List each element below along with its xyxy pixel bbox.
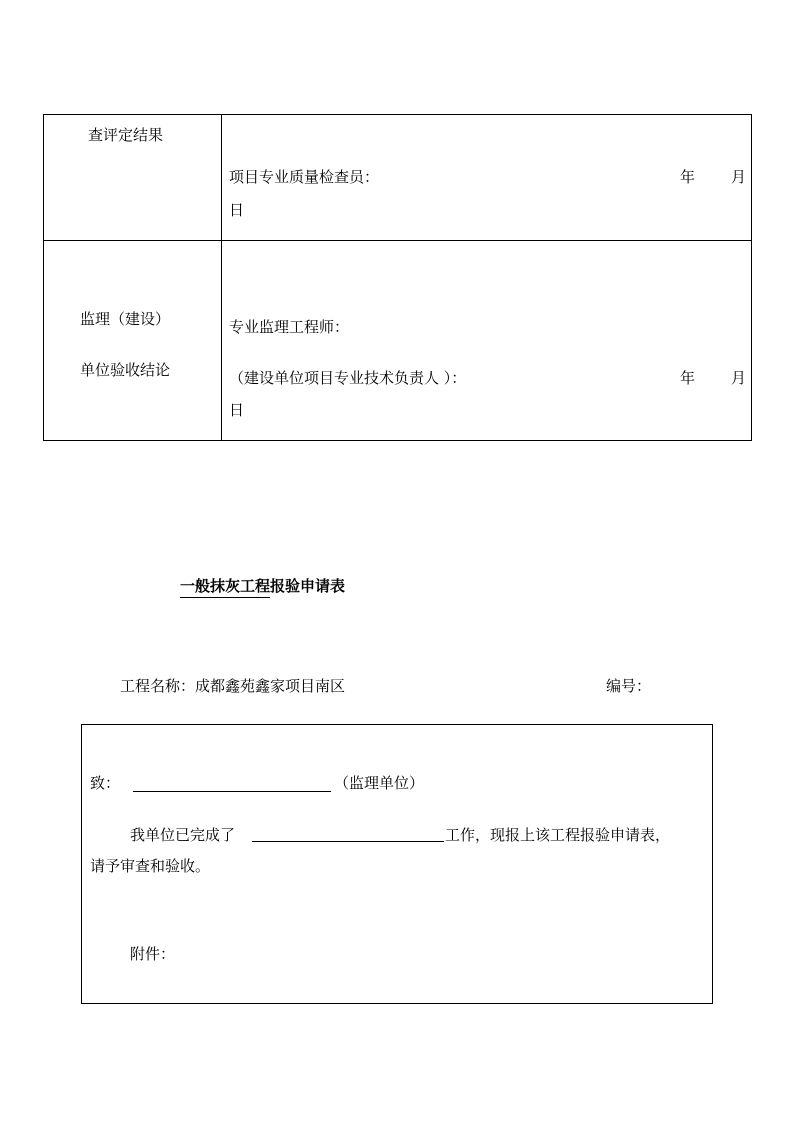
supervision-label-line1: 监理（建设） — [80, 310, 171, 328]
document-number-label: 编号： — [606, 677, 652, 695]
supervising-engineer-label: 专业监理工程师： — [229, 318, 350, 336]
completed-work-suffix: 工作，现报上该工程报验申请表， — [445, 826, 671, 844]
evaluation-result-label: 查评定结果 — [88, 126, 164, 144]
supervision-label-line2: 单位验收结论 — [80, 361, 171, 379]
row2-month-label: 月 — [731, 369, 747, 387]
review-request-text: 请予审查和验收。 — [90, 857, 211, 875]
attachment-label: 附件： — [130, 945, 176, 963]
form-title-rest: 报验申请表 — [270, 577, 346, 595]
evaluation-table-column-divider — [221, 114, 222, 441]
form-title — [180, 575, 345, 596]
row2-year-label: 年 — [680, 369, 696, 387]
owner-technical-lead-label: （建设单位项目专业技术负责人 ）： — [229, 369, 467, 387]
supervisor-unit-suffix: （监理单位） — [334, 774, 425, 792]
project-name-label: 工程名称：成都鑫苑鑫家项目南区 — [120, 677, 346, 695]
row1-day-label: 日 — [229, 201, 245, 219]
evaluation-table — [43, 114, 752, 441]
addressee-label: 致： — [90, 774, 121, 792]
row1-month-label: 月 — [731, 168, 747, 186]
evaluation-table-row-divider — [43, 240, 752, 241]
completed-work-prefix: 我单位已完成了 — [130, 826, 236, 844]
form-title-underlined: 一般抹灰工程 — [180, 577, 270, 598]
row1-year-label: 年 — [680, 168, 696, 186]
supervisor-unit-blank[interactable] — [133, 791, 331, 792]
completed-work-blank[interactable] — [252, 841, 444, 842]
row2-day-label: 日 — [229, 401, 245, 419]
quality-inspector-label: 项目专业质量检查员： — [229, 168, 380, 186]
